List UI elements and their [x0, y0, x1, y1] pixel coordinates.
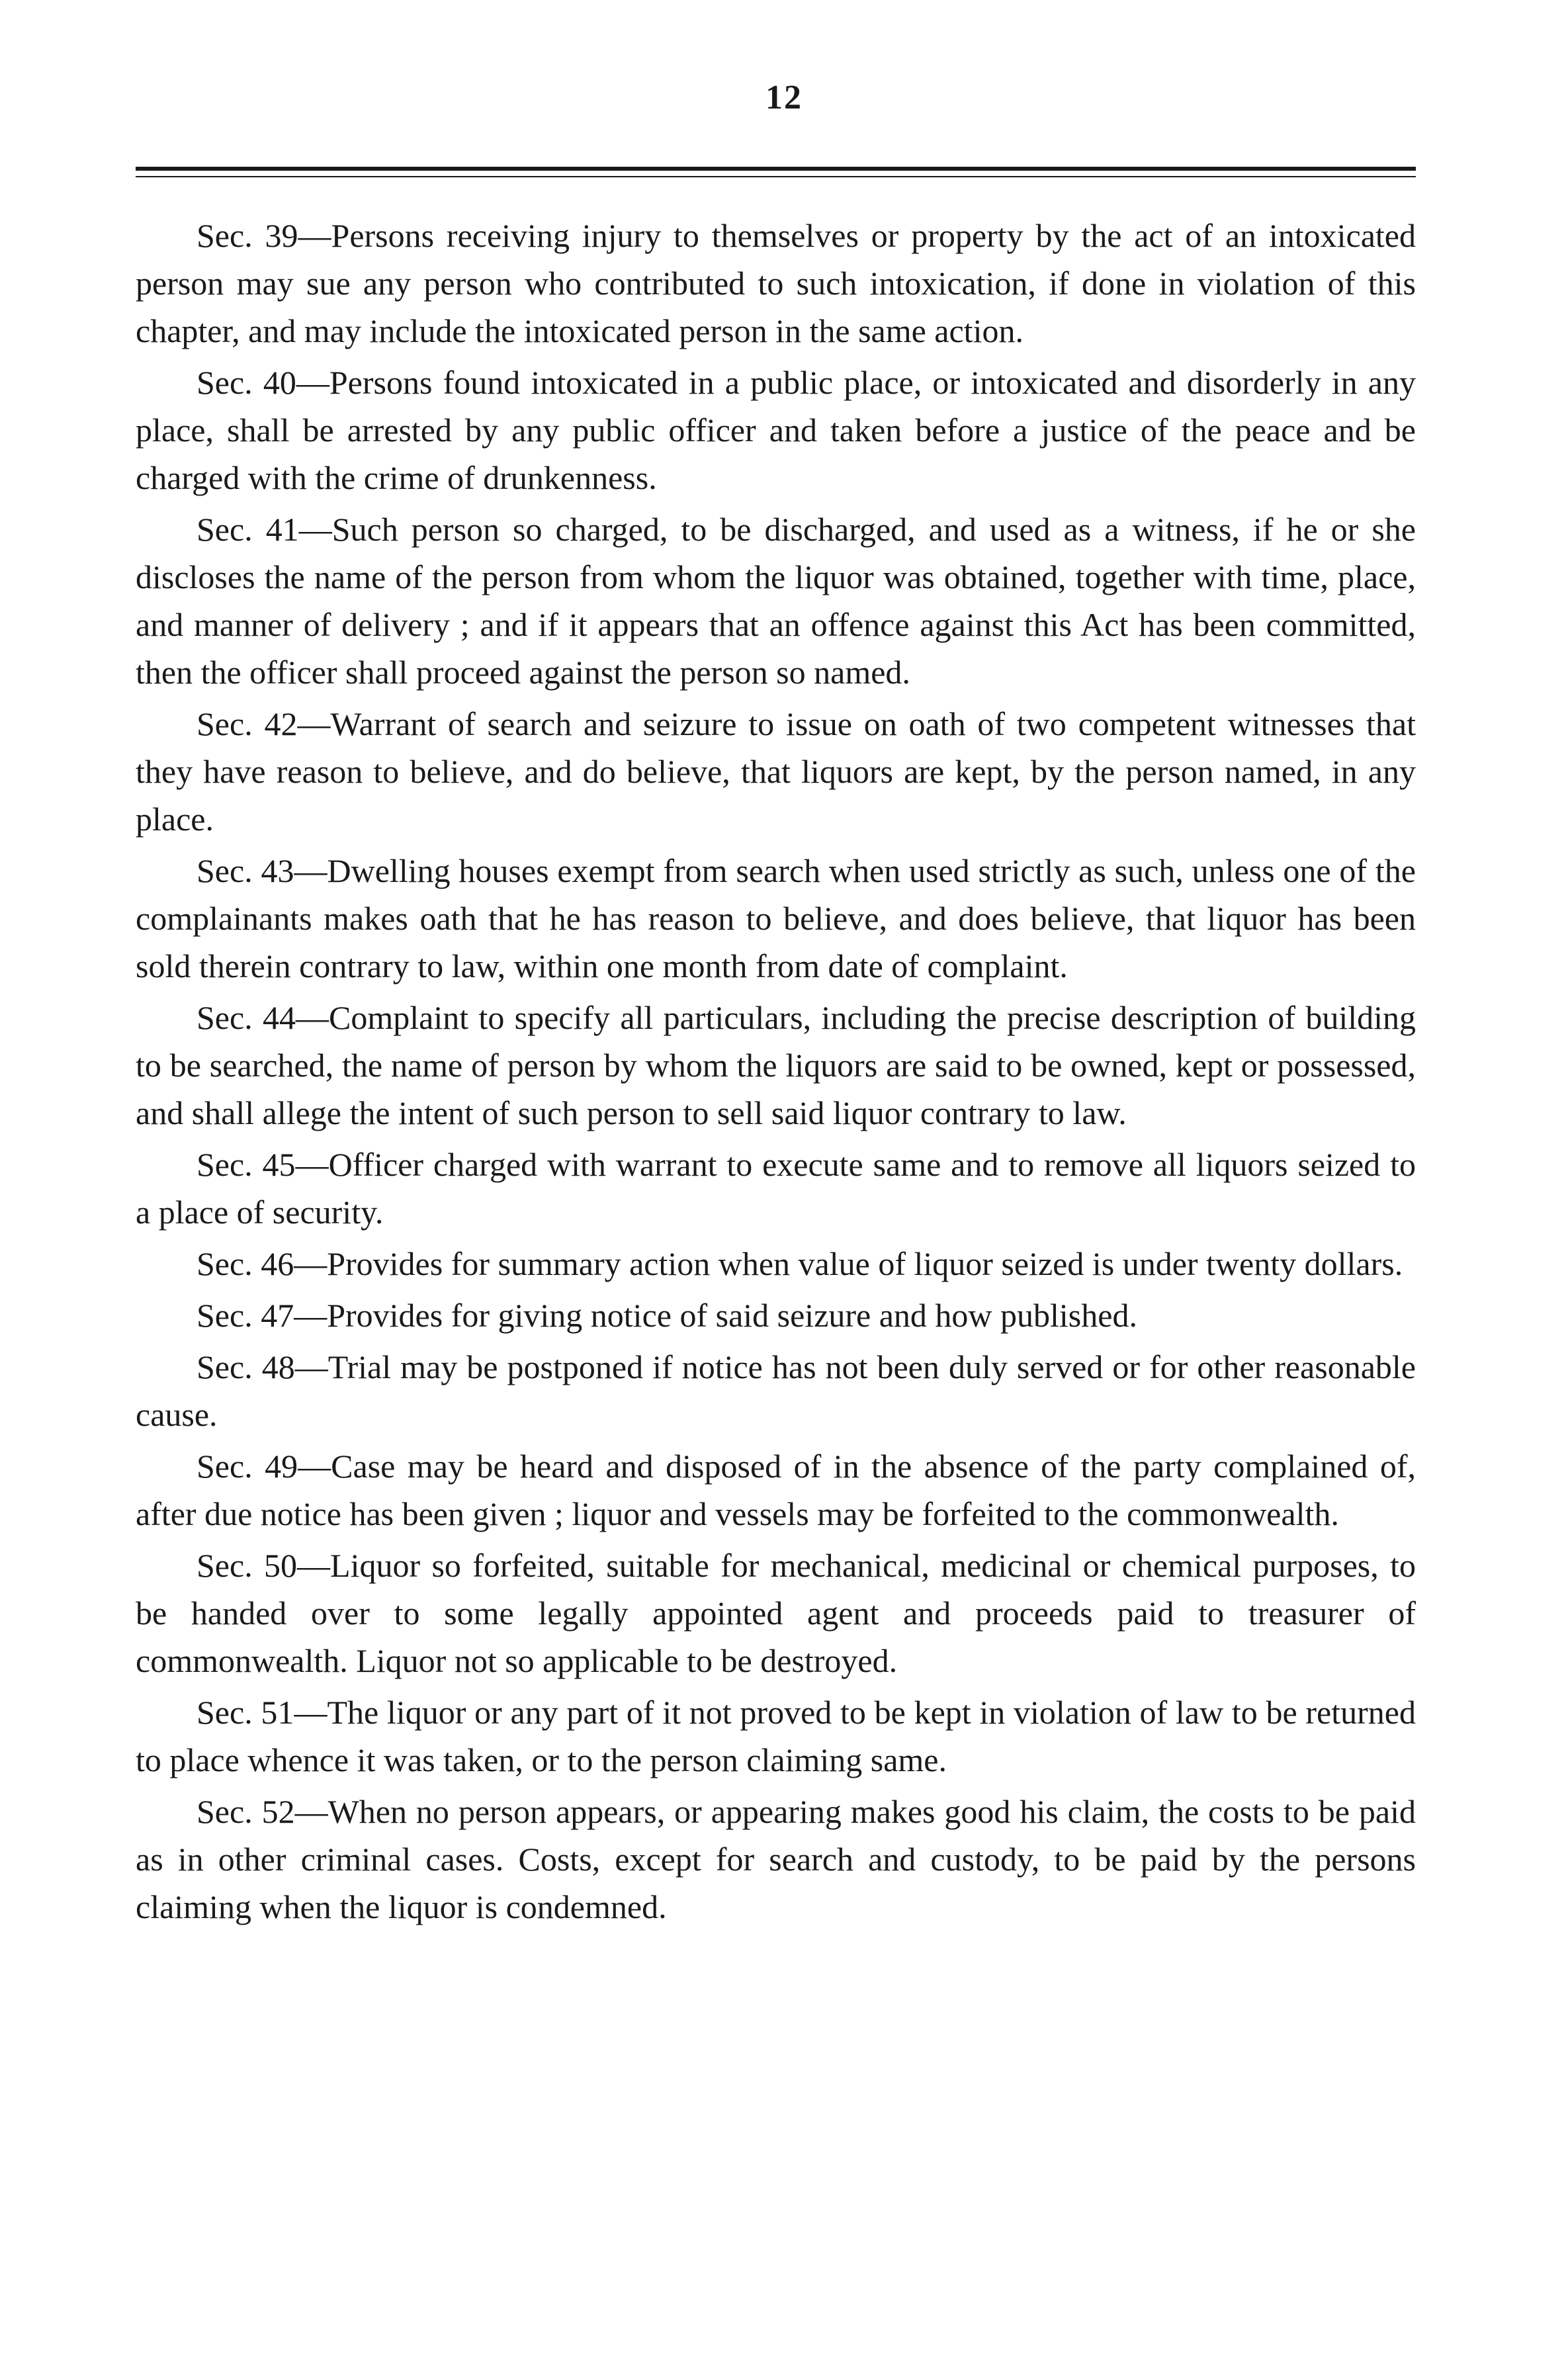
section-label: Sec. 39: [196, 217, 298, 254]
section-text: —Persons found intoxicated in a public place, or intoxicated and disorderly in any place, shall be arrested by any public officer and taken before a justice of the peace and be charged with the crime of drunkenness.: [136, 364, 1416, 496]
section-49: [136, 1442, 1416, 1538]
section-47: [136, 1291, 1416, 1339]
section-text: —When no person appears, or appearing makes good his claim, the costs to be paid as in other criminal cases. Costs, except for search and custody, to be paid by the persons claiming when the liquor is condemned.: [136, 1793, 1416, 1925]
section-text: —Provides for giving notice of said seizure and how published.: [294, 1297, 1137, 1334]
section-43: [136, 847, 1416, 990]
section-text: —Dwelling houses exempt from search when used strictly as such, unless one of the complainants makes oath that he has reason to believe, and does believe, that liquor has been sold therein contrary to law, within one month from date of complaint.: [136, 852, 1416, 984]
section-52: [136, 1788, 1416, 1931]
section-text: —Officer charged with warrant to execute same and to remove all liquors seized to a place of security.: [136, 1146, 1416, 1231]
section-label: Sec. 52: [196, 1793, 295, 1830]
document-body: [136, 212, 1416, 1935]
section-label: Sec. 49: [196, 1448, 298, 1485]
section-45: [136, 1141, 1416, 1236]
section-label: Sec. 43: [196, 852, 294, 889]
section-label: Sec. 46: [196, 1245, 294, 1282]
section-label: Sec. 50: [196, 1547, 298, 1584]
section-label: Sec. 47: [196, 1297, 294, 1334]
section-text: —Liquor so forfeited, suitable for mechanical, medicinal or chemical purposes, to be handed over to some legally appointed agent and proceeds paid to treasurer of commonwealth. Liquor not so applicable to be destroyed.: [136, 1547, 1416, 1679]
section-label: Sec. 44: [196, 999, 296, 1036]
section-40: [136, 359, 1416, 502]
section-42: [136, 700, 1416, 843]
section-41: [136, 505, 1416, 696]
section-51: [136, 1688, 1416, 1784]
section-text: —The liquor or any part of it not proved to be kept in violation of law to be returned to place whence it was taken, or to the person claiming same.: [136, 1694, 1416, 1778]
section-text: —Such person so charged, to be discharged, and used as a witness, if he or she discloses the name of the person from whom the liquor was obtained, together with time, place, and manner of delivery ; and if it appears that an offence against this Act has been committed, then the officer shall proceed against the person so named.: [136, 511, 1416, 691]
section-39: [136, 212, 1416, 355]
section-label: Sec. 45: [196, 1146, 296, 1183]
header-rule-thin: [136, 176, 1416, 177]
section-label: Sec. 51: [196, 1694, 294, 1731]
section-text: —Trial may be postponed if notice has not been duly served or for other reasonable cause.: [136, 1348, 1416, 1433]
section-label: Sec. 41: [196, 511, 299, 548]
section-48: [136, 1343, 1416, 1438]
section-50: [136, 1542, 1416, 1684]
section-44: [136, 994, 1416, 1137]
section-text: —Persons receiving injury to themselves or property by the act of an intoxicated person may sue any person who contributed to such intoxication, if done in violation of this chapter, and may include the intoxicated person in the same action.: [136, 217, 1416, 349]
section-label: Sec. 42: [196, 705, 298, 742]
section-text: —Case may be heard and disposed of in the absence of the party complained of, after due notice has been given ; liquor and vessels may be forfeited to the commonwealth.: [136, 1448, 1416, 1532]
section-text: —Warrant of search and seizure to issue on oath of two competent witnesses that they have reason to believe, and do believe, that liquors are kept, by the person named, in any place.: [136, 705, 1416, 838]
page-number: 12: [765, 79, 803, 116]
section-46: [136, 1240, 1416, 1288]
section-text: —Provides for summary action when value of liquor seized is under twenty dollars.: [294, 1245, 1403, 1282]
header-rule-thick: [136, 167, 1416, 171]
section-label: Sec. 40: [196, 364, 296, 401]
section-label: Sec. 48: [196, 1348, 295, 1385]
section-text: —Complaint to specify all particulars, including the precise description of building to be searched, the name of person by whom the liquors are said to be owned, kept or possessed, and shall allege the intent of such person to sell said liquor contrary to law.: [136, 999, 1416, 1131]
